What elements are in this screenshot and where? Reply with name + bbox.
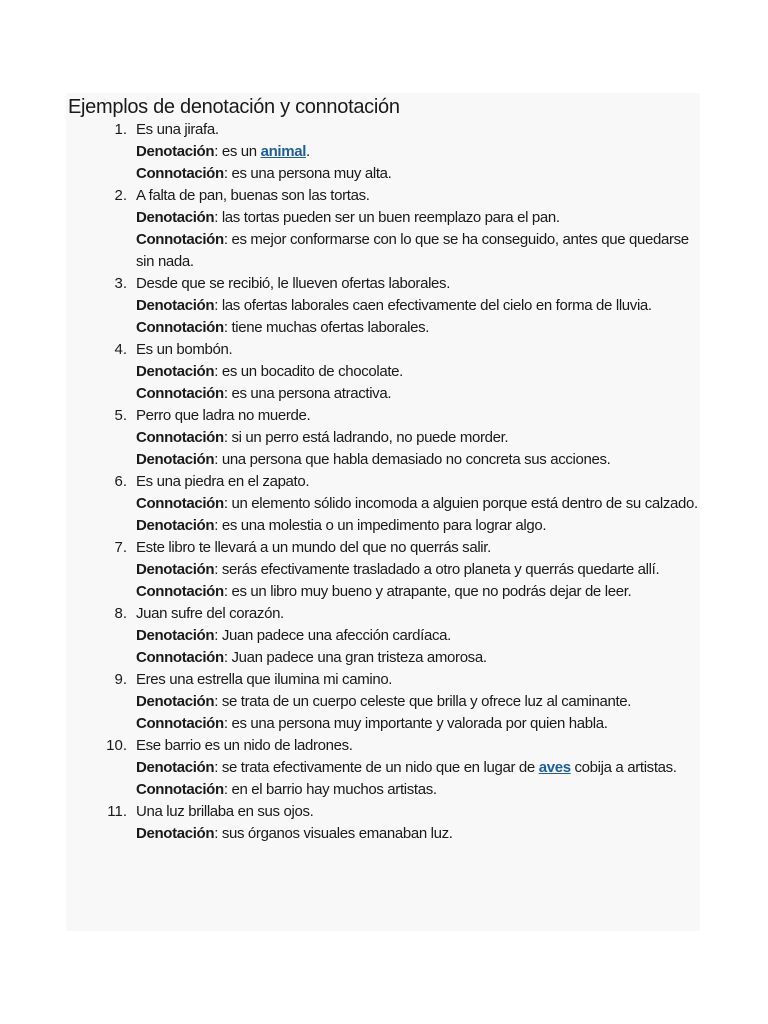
definition-term: Connotación: [136, 715, 224, 732]
example-phrase: Es una piedra en el zapato.: [136, 473, 310, 490]
definition-text: : si un perro está ladrando, no puede morder.: [223, 429, 509, 446]
definition-text: : las tortas pueden ser un buen reemplazo para el pan.: [214, 209, 560, 226]
definition-line: [136, 229, 704, 273]
definition-term: Denotación: [136, 627, 215, 644]
example-item: [0, 119, 768, 185]
definition-line: [136, 625, 704, 647]
example-item: [0, 801, 768, 845]
definition-line: [136, 823, 704, 845]
example-number: 4.: [114, 341, 127, 358]
example-phrase: Eres una estrella que ilumina mi camino.: [136, 671, 393, 688]
definition-term: Connotación: [136, 385, 224, 402]
examples-list: [0, 119, 768, 845]
definition-term: Denotación: [136, 143, 215, 160]
definition-line: [136, 779, 704, 801]
definition-line: [136, 713, 704, 735]
definition-text: : una persona que habla demasiado no concreta sus acciones.: [214, 451, 611, 468]
definition-term: Denotación: [136, 451, 215, 468]
example-item: [0, 735, 768, 801]
example-phrase: Es una jirafa.: [136, 121, 219, 138]
example-number: 11.: [107, 803, 127, 820]
definition-text: : es una molestia o un impedimento para lograr algo.: [214, 517, 547, 534]
definition-text: : serás efectivamente trasladado a otro planeta y querrás quedarte allí.: [214, 561, 660, 578]
example-phrase: Perro que ladra no muerde.: [136, 407, 311, 424]
example-item: [0, 185, 768, 273]
definition-line: [136, 361, 704, 383]
definition-term: Connotación: [136, 583, 224, 600]
example-number: 5.: [114, 407, 127, 424]
definition-text: : es una persona muy alta.: [223, 165, 392, 182]
example-item: [0, 273, 768, 339]
example-phrase: Ese barrio es un nido de ladrones.: [136, 737, 353, 754]
definition-text-end: cobija a artistas.: [570, 759, 677, 776]
definition-term: Denotación: [136, 825, 215, 842]
definition-text: : las ofertas laborales caen efectivamente del cielo en forma de lluvia.: [214, 297, 652, 314]
definition-text: : es un: [214, 143, 261, 160]
definition-text: : Juan padece una gran tristeza amorosa.: [223, 649, 487, 666]
definition-line: [136, 317, 704, 339]
definition-term: Denotación: [136, 363, 215, 380]
definition-term: Connotación: [136, 649, 224, 666]
example-number: 7.: [114, 539, 127, 556]
example-number: 3.: [114, 275, 127, 292]
page-title: Ejemplos de denotación y connotación: [68, 96, 400, 118]
definition-line: [136, 515, 704, 537]
definition-line: [136, 757, 704, 779]
definition-term: Connotación: [136, 781, 224, 798]
definition-line: [136, 207, 704, 229]
definition-term: Denotación: [136, 209, 215, 226]
example-item: [0, 405, 768, 471]
example-phrase: Este libro te llevará a un mundo del que no querrás salir.: [136, 539, 491, 556]
example-item: [0, 669, 768, 735]
definition-text: : es un bocadito de chocolate.: [214, 363, 403, 380]
definition-text: : sus órganos visuales emanaban luz.: [214, 825, 453, 842]
definition-line: [136, 163, 704, 185]
definition-line: [136, 647, 704, 669]
definition-line: [136, 141, 704, 163]
example-phrase: Una luz brillaba en sus ojos.: [136, 803, 314, 820]
definition-term: Denotación: [136, 693, 215, 710]
glossary-link[interactable]: animal: [260, 143, 307, 160]
definition-term: Denotación: [136, 759, 215, 776]
definition-term: Denotación: [136, 517, 215, 534]
glossary-link[interactable]: aves: [538, 759, 571, 776]
definition-line: [136, 581, 704, 603]
definition-text: : Juan padece una afección cardíaca.: [214, 627, 451, 644]
definition-text-end: .: [306, 143, 310, 160]
example-phrase: Desde que se recibió, le llueven ofertas laborales.: [136, 275, 451, 292]
example-number: 9.: [114, 671, 127, 688]
definition-term: Connotación: [136, 495, 224, 512]
definition-text: : se trata efectivamente de un nido que en lugar de: [214, 759, 539, 776]
definition-term: Connotación: [136, 231, 224, 248]
example-item: [0, 537, 768, 603]
definition-text: : un elemento sólido incomoda a alguien porque está dentro de su calzado.: [223, 495, 698, 512]
example-item: [0, 339, 768, 405]
definition-term: Connotación: [136, 319, 224, 336]
definition-line: [136, 493, 704, 515]
definition-text: : es una persona muy importante y valorada por quien habla.: [223, 715, 608, 732]
example-phrase: Juan sufre del corazón.: [136, 605, 284, 622]
definition-line: [136, 295, 704, 317]
definition-text: : se trata de un cuerpo celeste que brilla y ofrece luz al caminante.: [214, 693, 632, 710]
definition-text: : es una persona atractiva.: [223, 385, 392, 402]
definition-term: Denotación: [136, 297, 215, 314]
example-phrase: Es un bombón.: [136, 341, 233, 358]
example-number: 8.: [114, 605, 127, 622]
example-phrase: A falta de pan, buenas son las tortas.: [136, 187, 370, 204]
definition-line: [136, 559, 704, 581]
definition-line: [136, 691, 704, 713]
definition-text: : tiene muchas ofertas laborales.: [223, 319, 430, 336]
definition-line: [136, 383, 704, 405]
definition-text: : en el barrio hay muchos artistas.: [223, 781, 437, 798]
definition-text: : es un libro muy bueno y atrapante, que no podrás dejar de leer.: [223, 583, 632, 600]
definition-text: : es mejor conformarse con lo que se ha conseguido, antes que quedarse sin nada.: [136, 231, 689, 270]
definition-term: Denotación: [136, 561, 215, 578]
definition-term: Connotación: [136, 429, 224, 446]
definition-term: Connotación: [136, 165, 224, 182]
definition-line: [136, 427, 704, 449]
definition-line: [136, 449, 704, 471]
example-number: 10.: [106, 737, 127, 754]
example-number: 1.: [114, 121, 127, 138]
example-item: [0, 471, 768, 537]
example-item: [0, 603, 768, 669]
example-number: 2.: [114, 187, 127, 204]
example-number: 6.: [114, 473, 127, 490]
